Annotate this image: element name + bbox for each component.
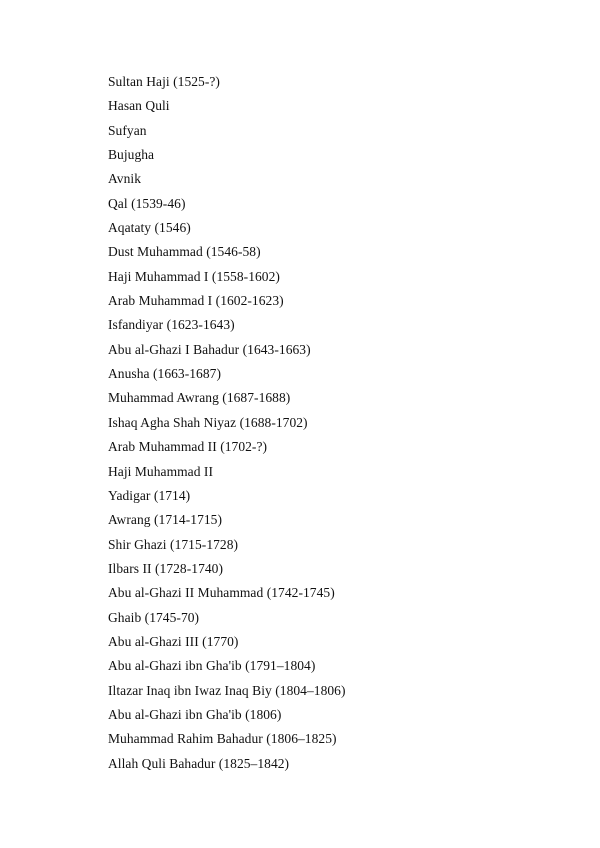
ruler-list-item: Yadigar (1714) [108, 487, 191, 503]
ruler-list-item: Isfandiyar (1623-1643) [108, 317, 235, 333]
ruler-list-item: Qal (1539-46) [108, 195, 186, 211]
ruler-list-item: Awrang (1714-1715) [108, 512, 223, 528]
ruler-list-item: Abu al-Ghazi II Muhammad (1742-1745) [108, 585, 335, 601]
ruler-list-item: Arab Muhammad I (1602-1623) [108, 293, 284, 309]
ruler-list [108, 70, 346, 776]
ruler-list-item: Hasan Quli [108, 98, 170, 114]
ruler-list-item: Ilbars II (1728-1740) [108, 560, 224, 576]
ruler-list-item: Sultan Haji (1525-?) [108, 74, 220, 89]
ruler-list-item: Ghaib (1745-70) [108, 609, 200, 625]
ruler-list-item: Abu al-Ghazi III (1770) [108, 633, 239, 649]
ruler-list-item: Ishaq Agha Shah Niyaz (1688-1702) [108, 414, 308, 430]
ruler-list-item: Arab Muhammad II (1702-?) [108, 439, 268, 455]
ruler-list-item: Bujugha [108, 147, 155, 163]
ruler-list-item: Haji Muhammad II [108, 463, 214, 479]
ruler-list-item: Muhammad Awrang (1687-1688) [108, 390, 291, 406]
ruler-list-item: Aqataty (1546) [108, 220, 191, 236]
ruler-list-item: Abu al-Ghazi ibn Gha'ib (1806) [108, 706, 282, 722]
ruler-list-item: Avnik [108, 171, 141, 187]
ruler-list-item: Dust Muhammad (1546-58) [108, 244, 261, 260]
ruler-list-item: Muhammad Rahim Bahadur (1806–1825) [108, 731, 337, 747]
ruler-list-item: Allah Quli Bahadur (1825–1842) [108, 755, 290, 771]
ruler-list-item: Anusha (1663-1687) [108, 366, 222, 382]
ruler-list-item: Iltazar Inaq ibn Iwaz Inaq Biy (1804–1806) [108, 682, 346, 698]
ruler-list-item: Abu al-Ghazi ibn Gha'ib (1791–1804) [108, 658, 316, 674]
ruler-list-item: Shir Ghazi (1715-1728) [108, 536, 239, 552]
ruler-list-item: Haji Muhammad I (1558-1602) [108, 268, 280, 284]
ruler-list-item: Abu al-Ghazi I Bahadur (1643-1663) [108, 341, 311, 357]
ruler-list-item: Sufyan [108, 122, 147, 138]
